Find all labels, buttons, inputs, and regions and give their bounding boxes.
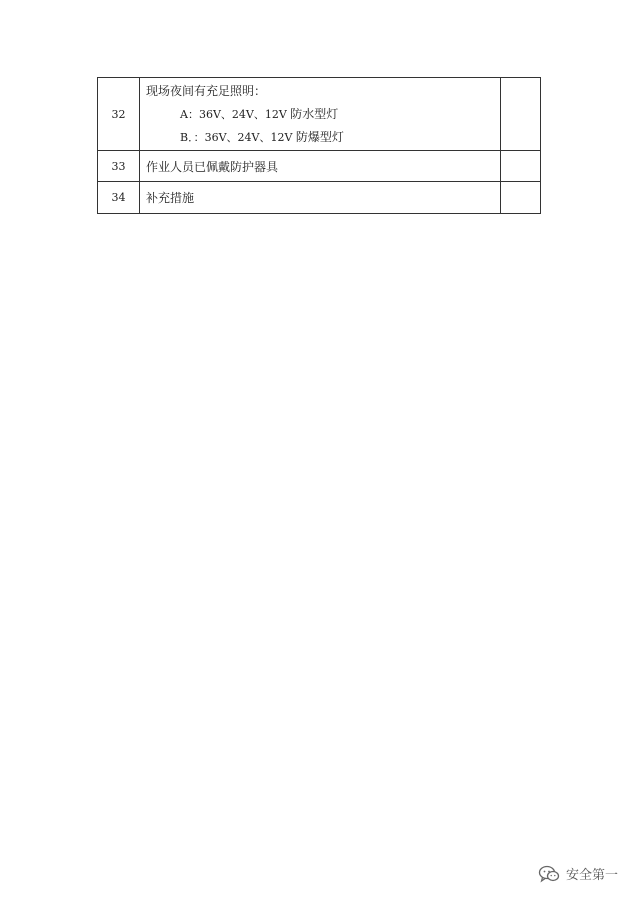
- row-title: 作业人员已佩戴防护器具: [140, 151, 501, 182]
- option-a-label: A：36V、24V、12V: [180, 107, 287, 121]
- table-row: [98, 78, 541, 151]
- row-number: 32: [98, 78, 140, 151]
- option-b-desc: 防爆型灯: [295, 129, 344, 144]
- option-b-label: B．：36V、24V、12V: [180, 130, 293, 144]
- option-b: [146, 126, 500, 149]
- row-title: 补充措施: [140, 182, 501, 214]
- row-content: [140, 78, 501, 151]
- watermark-text: 安全第一: [565, 868, 618, 883]
- option-a-desc: 防水型灯: [290, 106, 339, 121]
- check-cell: [501, 151, 541, 182]
- check-cell: [501, 182, 541, 214]
- row-number: 34: [98, 182, 140, 214]
- option-a: [146, 103, 500, 126]
- row-number: 33: [98, 151, 140, 182]
- table-row: [98, 151, 541, 182]
- row-title: 现场夜间有充足照明：: [146, 83, 267, 98]
- wechat-icon: [538, 865, 560, 883]
- table-row: [98, 182, 541, 214]
- check-cell: [501, 78, 541, 151]
- safety-checklist-table: [97, 77, 541, 214]
- watermark: [538, 864, 618, 883]
